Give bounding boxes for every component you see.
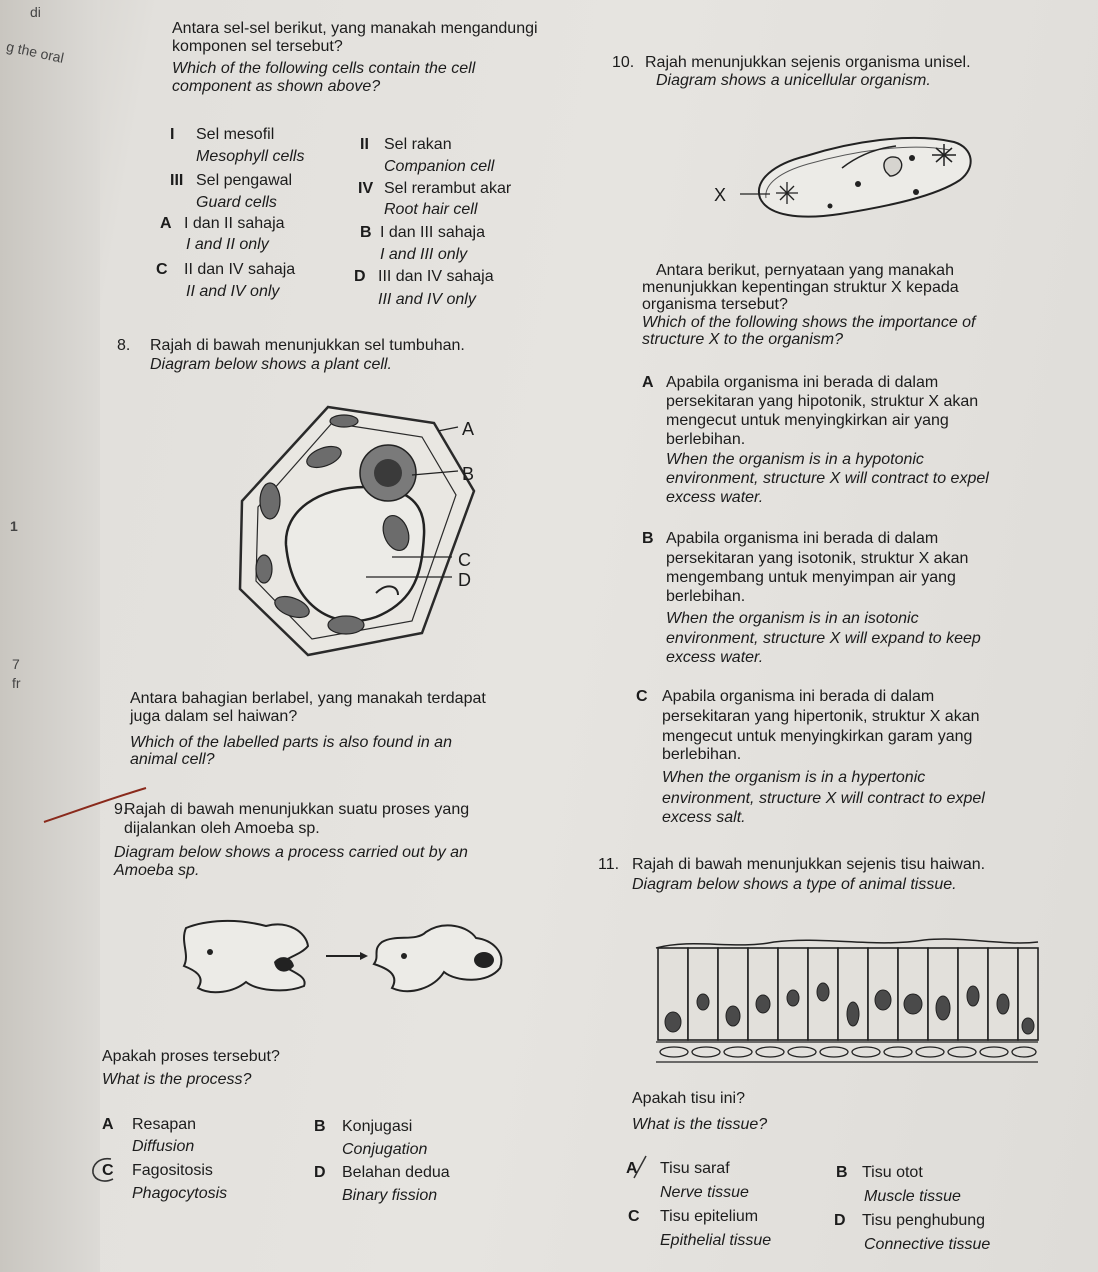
q9-number: 9.	[114, 801, 128, 818]
option-en: Diffusion	[132, 1138, 195, 1155]
option-en-line: When the organism is in a hypertonic	[662, 769, 926, 786]
previous-page-edge	[0, 0, 100, 1272]
q8-question-en2: animal cell?	[130, 751, 215, 768]
option-en: Conjugation	[342, 1141, 428, 1158]
option-ms-line[interactable]: Apabila organisma ini berada di dalam	[662, 688, 935, 705]
option-en-line: When the organism is in a hypotonic	[666, 451, 924, 468]
label-a: A	[462, 419, 475, 439]
option-en: Phagocytosis	[132, 1185, 228, 1202]
option-en: Nerve tissue	[660, 1184, 749, 1201]
q10-question-en: Which of the following shows the importance of	[642, 314, 976, 331]
epithelial-tissue-diagram	[654, 934, 1040, 1070]
item-en: Root hair cell	[384, 201, 478, 218]
option-ms-line[interactable]: mengembang untuk menyimpan air yang	[666, 569, 956, 586]
q8-stem-en: Diagram below shows a plant cell.	[150, 356, 392, 373]
option-ms-line[interactable]: Apabila organisma ini berada di dalam	[666, 374, 939, 391]
amoeba-process-diagram	[176, 912, 516, 1002]
option-ms-line[interactable]: mengecut untuk menyingkirkan garam yang	[662, 728, 973, 745]
item-en: Companion cell	[384, 158, 495, 175]
q10-question-ms: Antara berikut, pernyataan yang manakah	[656, 262, 954, 279]
option-letter[interactable]: C	[628, 1208, 640, 1225]
option-en: Binary fission	[342, 1187, 438, 1204]
q8-number: 8.	[117, 337, 131, 354]
option-letter[interactable]: C	[636, 688, 648, 705]
option-letter[interactable]: B	[836, 1164, 848, 1181]
option-ms[interactable]: II dan IV sahaja	[184, 261, 296, 278]
q9-stem-ms2: dijalankan oleh Amoeba sp.	[124, 820, 320, 837]
margin-word: di	[30, 4, 41, 20]
q9-stem-ms: Rajah di bawah menunjukkan suatu proses yang	[124, 801, 470, 818]
option-letter[interactable]: B	[360, 224, 372, 241]
q10-stem-ms: Rajah menunjukkan sejenis organisma unisel.	[645, 54, 971, 71]
option-en-line: excess water.	[666, 489, 764, 506]
q11-question-ms: Apakah tisu ini?	[632, 1090, 745, 1107]
plant-cell-diagram	[226, 395, 496, 665]
option-en-line: environment, structure X will contract to expel	[662, 790, 985, 807]
item-numeral: II	[360, 136, 369, 153]
option-letter[interactable]: D	[314, 1164, 326, 1181]
q11-question-en: What is the tissue?	[632, 1116, 768, 1133]
item-en: Guard cells	[196, 194, 277, 211]
option-en-line: environment, structure X will expand to keep	[666, 630, 981, 647]
option-ms[interactable]: Resapan	[132, 1116, 197, 1133]
item-numeral: IV	[358, 180, 374, 197]
option-en: Connective tissue	[864, 1236, 991, 1253]
option-en: III and IV only	[378, 291, 476, 308]
q11-stem-en: Diagram below shows a type of animal tissue.	[632, 876, 957, 893]
option-ms[interactable]: Fagositosis	[132, 1162, 213, 1179]
option-en-line: When the organism is in an isotonic	[666, 610, 919, 627]
option-ms[interactable]: Tisu otot	[862, 1164, 923, 1181]
q9-stem-en: Diagram below shows a process carried out by an	[114, 844, 468, 861]
option-ms-line[interactable]: berlebihan.	[666, 431, 746, 448]
option-ms[interactable]: Tisu penghubung	[862, 1212, 986, 1229]
option-ms-line[interactable]: Apabila organisma ini berada di dalam	[666, 530, 939, 547]
q7-stem-en: Which of the following cells contain the cell	[172, 60, 476, 77]
option-ms-line[interactable]: persekitaran yang isotonik, struktur X akan	[666, 550, 969, 567]
option-ms[interactable]: Tisu epitelium	[660, 1208, 759, 1225]
q7-stem-ms2: komponen sel tersebut?	[172, 38, 343, 55]
q10-question-ms2: menunjukkan kepentingan struktur X kepada	[642, 279, 959, 296]
paramecium-diagram	[740, 124, 980, 234]
item-en: Mesophyll cells	[196, 148, 305, 165]
q7-stem-ms: Antara sel-sel berikut, yang manakah mengandungi	[172, 20, 538, 37]
q10-number: 10.	[612, 54, 635, 71]
option-letter[interactable]: B	[314, 1118, 326, 1135]
option-letter[interactable]: A	[160, 215, 172, 232]
option-ms-line[interactable]: persekitaran yang hipotonik, struktur X akan	[666, 393, 979, 410]
item-numeral: III	[170, 172, 184, 189]
option-letter[interactable]: A	[642, 374, 654, 391]
item-ms: Sel rakan	[384, 136, 452, 153]
q8-stem-ms: Rajah di bawah menunjukkan sel tumbuhan.	[150, 337, 465, 354]
option-en-line: excess salt.	[662, 809, 746, 826]
option-letter[interactable]: D	[834, 1212, 846, 1229]
margin-number: 7	[12, 656, 20, 672]
margin-number: 1	[10, 518, 18, 534]
option-letter[interactable]: C	[102, 1162, 114, 1179]
margin-number: fr	[12, 675, 21, 691]
option-ms-line[interactable]: persekitaran yang hipertonik, struktur X akan	[662, 708, 980, 725]
q10-stem-en: Diagram shows a unicellular organism.	[656, 72, 931, 89]
item-ms: Sel rerambut akar	[384, 180, 512, 197]
label-d: D	[458, 570, 471, 590]
option-en: I and III only	[380, 246, 468, 263]
option-letter[interactable]: A	[102, 1116, 114, 1133]
item-ms: Sel mesofil	[196, 126, 275, 143]
label-b: B	[462, 464, 475, 484]
option-en: Epithelial tissue	[660, 1232, 772, 1249]
q7-stem-en2: component as shown above?	[172, 78, 381, 95]
label-c: C	[458, 550, 471, 570]
q9-question-ms: Apakah proses tersebut?	[102, 1048, 280, 1065]
option-ms-line[interactable]: mengecut untuk menyingkirkan air yang	[666, 412, 949, 429]
option-letter[interactable]: B	[642, 530, 654, 547]
item-ms: Sel pengawal	[196, 172, 293, 189]
q10-question-en2: structure X to the organism?	[642, 331, 843, 348]
option-letter[interactable]: C	[156, 261, 168, 278]
q9-stem-en2: Amoeba sp.	[114, 862, 200, 879]
option-ms[interactable]: III dan IV sahaja	[378, 268, 494, 285]
item-numeral: I	[170, 126, 175, 143]
option-ms-line[interactable]: berlebihan.	[662, 746, 742, 763]
option-letter[interactable]: D	[354, 268, 366, 285]
option-en-line: excess water.	[666, 649, 764, 666]
q8-question-ms2: juga dalam sel haiwan?	[130, 708, 298, 725]
q8-question-en: Which of the labelled parts is also found in an	[130, 734, 452, 751]
q8-question-ms: Antara bahagian berlabel, yang manakah terdapat	[130, 690, 486, 707]
option-en: I and II only	[186, 236, 269, 253]
option-ms[interactable]: I dan III sahaja	[380, 224, 485, 241]
option-ms[interactable]: I dan II sahaja	[184, 215, 285, 232]
q10-question-ms3: organisma tersebut?	[642, 296, 788, 313]
option-ms[interactable]: Belahan dedua	[342, 1164, 450, 1181]
option-ms[interactable]: Konjugasi	[342, 1118, 413, 1135]
q11-stem-ms: Rajah di bawah menunjukkan sejenis tisu haiwan.	[632, 856, 986, 873]
option-ms[interactable]: Tisu saraf	[660, 1160, 730, 1177]
option-letter[interactable]: A	[626, 1160, 638, 1177]
label-x: X	[714, 185, 727, 205]
q11-number: 11.	[598, 856, 620, 873]
option-en-line: environment, structure X will contract to expel	[666, 470, 989, 487]
option-en: Muscle tissue	[864, 1188, 961, 1205]
margin-side-text: g the oral	[4, 38, 66, 66]
q9-question-en: What is the process?	[102, 1071, 252, 1088]
option-en: II and IV only	[186, 283, 280, 300]
option-ms-line[interactable]: berlebihan.	[666, 588, 746, 605]
